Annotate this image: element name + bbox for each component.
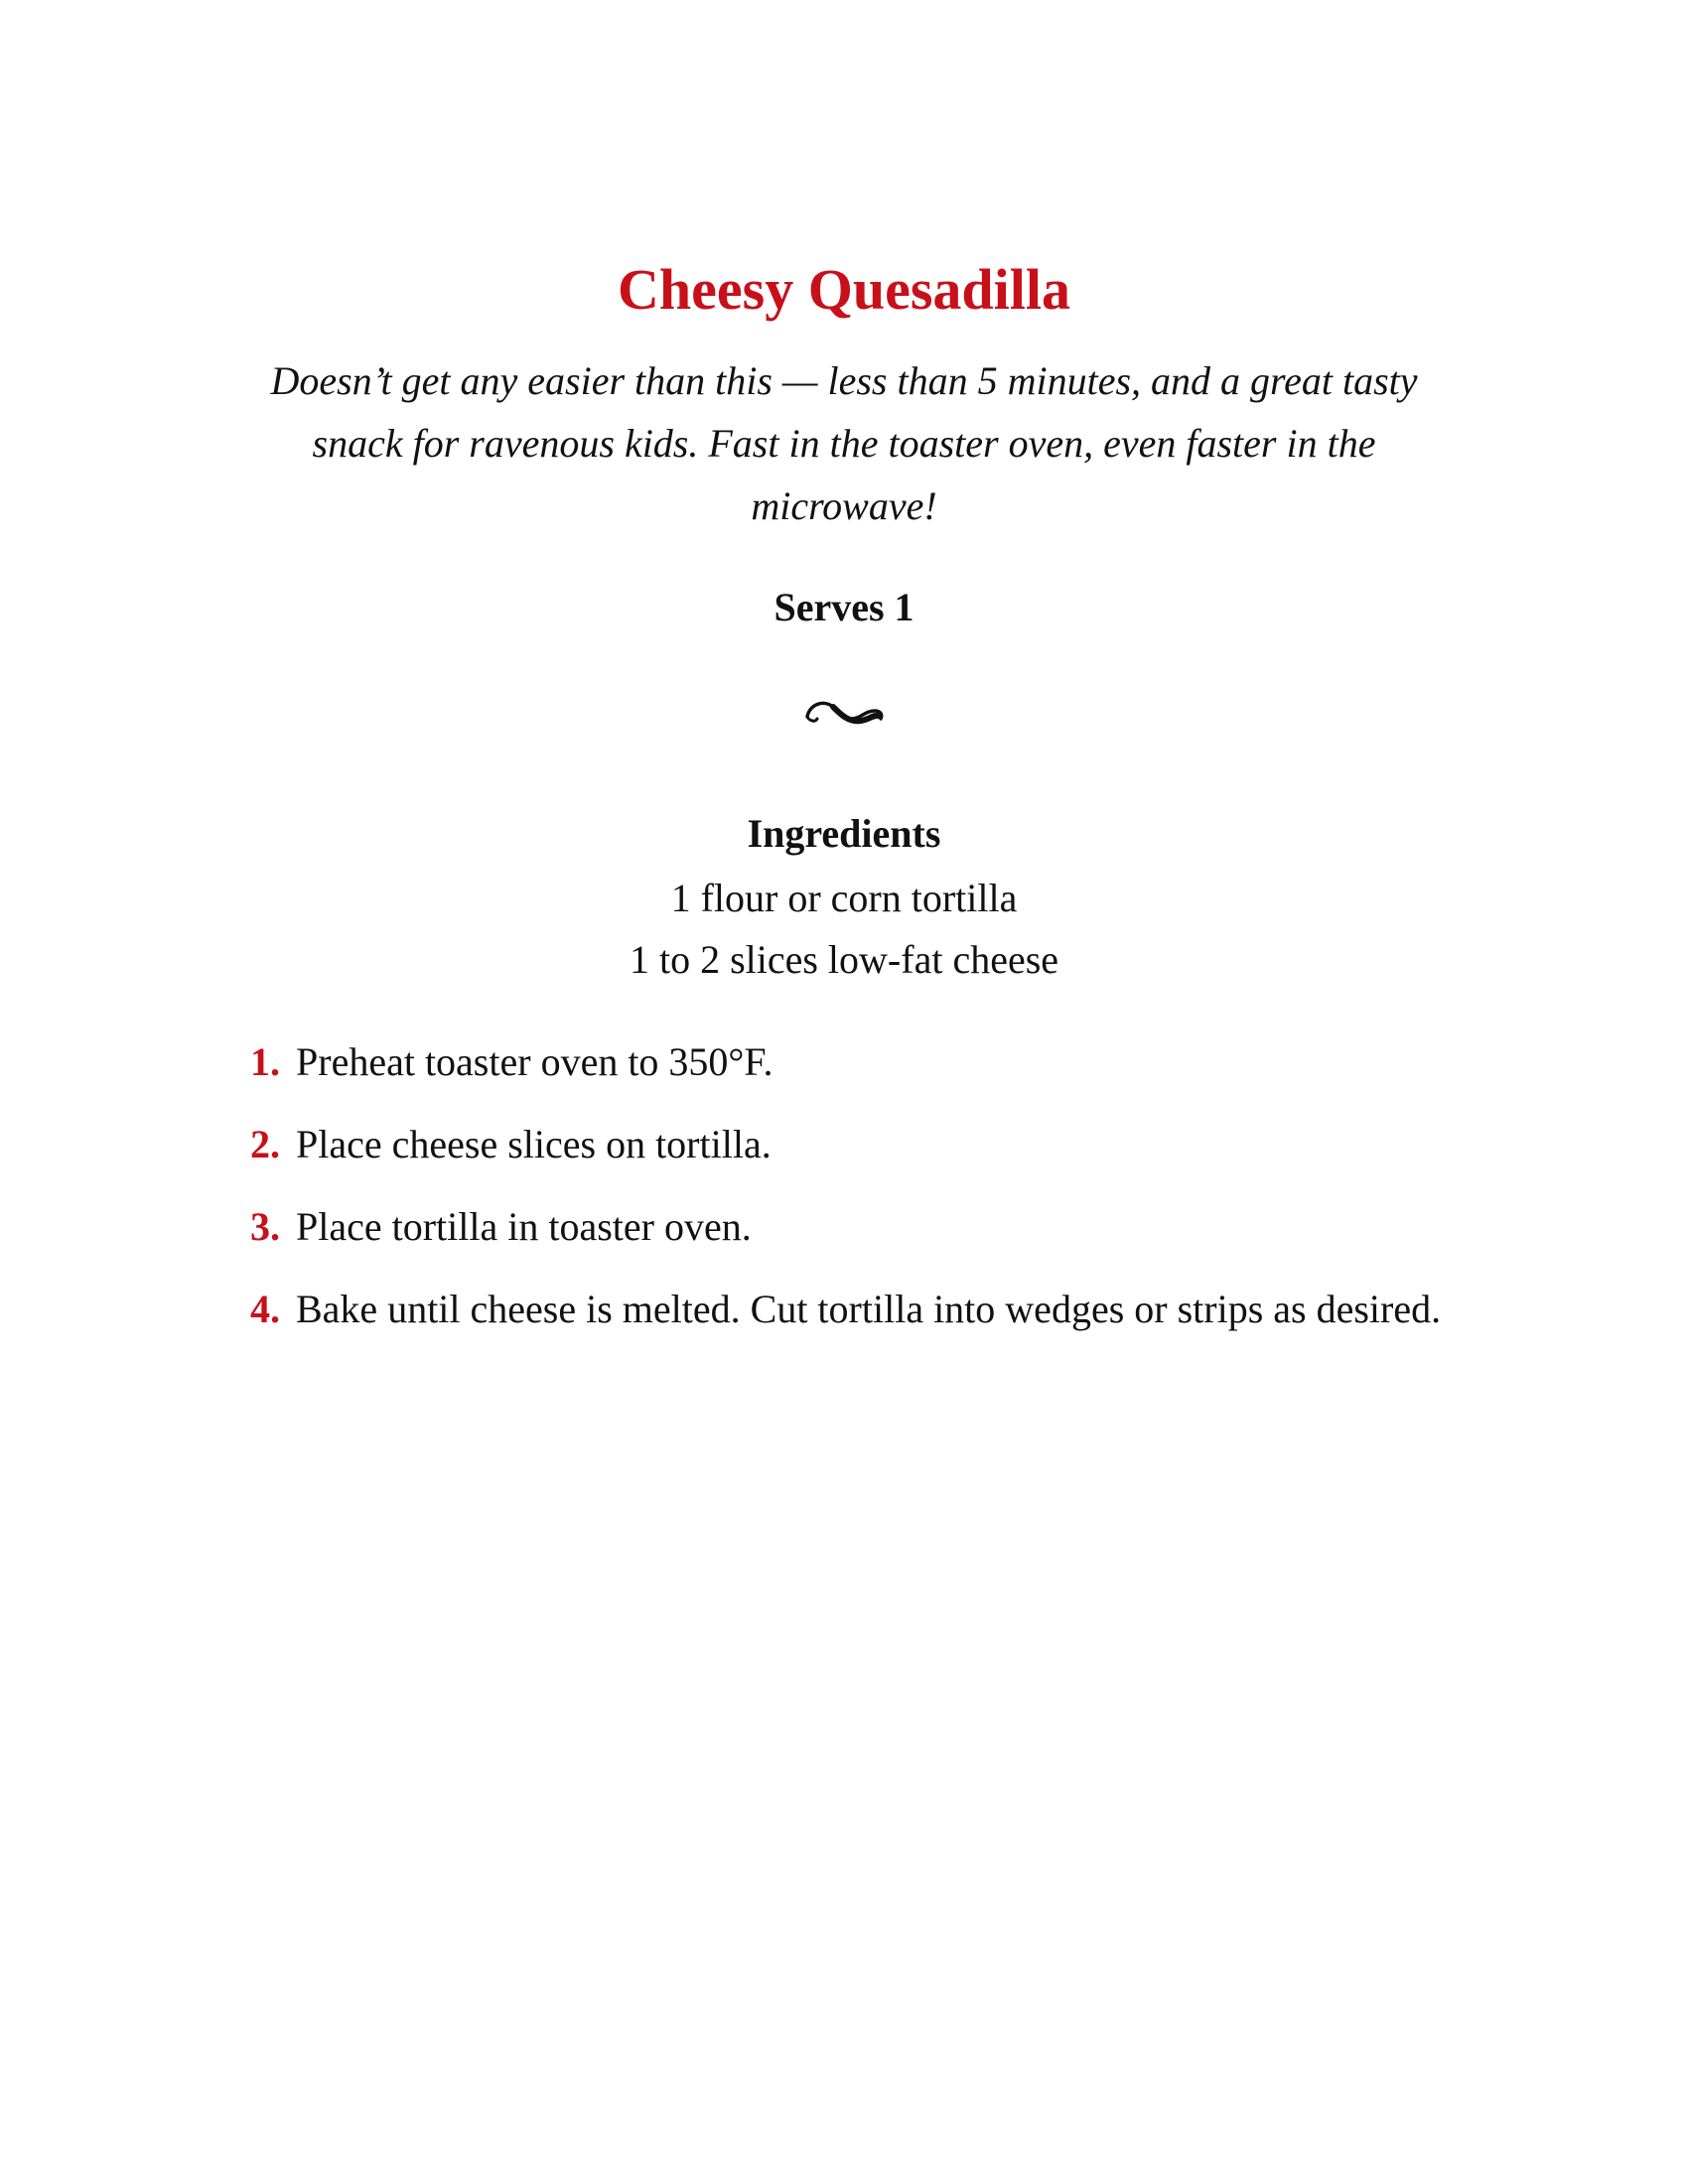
step-number: 4. xyxy=(250,1287,280,1331)
step-item xyxy=(250,1030,1476,1093)
recipe-title: Cheesy Quesadilla xyxy=(618,257,1070,322)
serves-label: Serves 1 xyxy=(774,585,914,629)
ingredients-list xyxy=(0,868,1688,991)
step-text: Bake until cheese is melted. Cut tortilla into wedges or strips as desired. xyxy=(296,1287,1442,1331)
swash-ornament-icon xyxy=(803,695,885,729)
ingredient-item: 1 to 2 slices low-fat cheese xyxy=(629,937,1059,982)
recipe-intro: Doesn’t get any easier than this — less than 5 minutes, and a great tasty snack for ravenous kids. Fast in the toaster oven, even faster in the microwave! xyxy=(270,358,1418,528)
step-item xyxy=(250,1113,1476,1175)
step-item xyxy=(250,1278,1476,1340)
step-text: Place cheese slices on tortilla. xyxy=(296,1122,772,1166)
ingredients-section xyxy=(0,806,1688,991)
steps-list xyxy=(250,1030,1476,1360)
step-number: 3. xyxy=(250,1204,280,1249)
step-number: 2. xyxy=(250,1122,280,1166)
step-text: Place tortilla in toaster oven. xyxy=(296,1204,752,1249)
step-text: Preheat toaster oven to 350°F. xyxy=(296,1039,774,1084)
ingredients-heading: Ingredients xyxy=(747,811,941,856)
step-number: 1. xyxy=(250,1039,280,1084)
step-item xyxy=(250,1195,1476,1258)
ingredient-item: 1 flour or corn tortilla xyxy=(670,876,1018,920)
